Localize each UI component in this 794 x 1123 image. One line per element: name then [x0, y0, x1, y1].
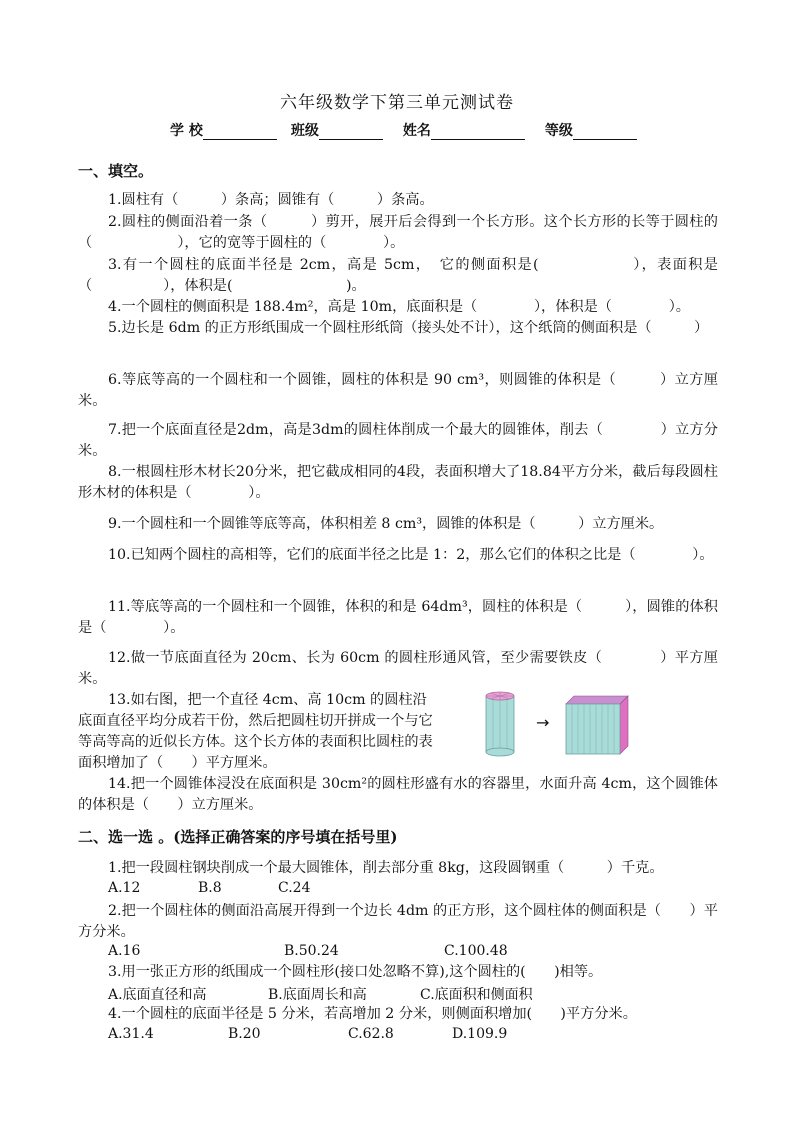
question-1-9: 9.一个圆柱和一个圆锥等底等高，体积相差 8 cm³，圆锥的体积是（ ）立方厘米。: [108, 516, 664, 532]
options-2-2: [108, 943, 508, 959]
question-2-4: 4.一个圆柱的底面半径是 5 分米，若高增加 2 分米，则侧面积增加( )平方分米。: [108, 1006, 637, 1022]
question-1-12: 12.做一节底面直径为 20cm、长为 60cm 的圆柱形通风管，至少需要铁皮（ ）平方厘米。: [78, 650, 718, 687]
class-label: 班级: [290, 123, 319, 139]
question-1-5: 5.边长是 6dm 的正方形纸围成一个圆柱形纸筒（接头处不计），这个纸筒的侧面积是（ ）: [108, 320, 709, 336]
question-1-13-line-4: 面积增加了（ ）平方厘米。: [78, 755, 277, 771]
question-1-4: 4.一个圆柱的侧面积是 188.4m²，高是 10m，底面积是（ ），体积是（ ）。: [108, 299, 690, 315]
option-c[interactable]: C.62.8: [348, 1026, 394, 1042]
question-1-11: 11.等底等高的一个圆柱和一个圆锥，体积的和是 64dm³，圆柱的体积是（ ），圆锥的体积是（ ）。: [78, 599, 718, 636]
option-a[interactable]: A.16: [108, 943, 141, 959]
option-c[interactable]: C.底面积和侧面积: [420, 987, 533, 1003]
option-c[interactable]: C.24: [278, 880, 311, 896]
question-1-3: 3.有一个圆柱的底面半径是 2cm，高是 5cm， 它的侧面积是( ），表面积是（ ），体积是( )。: [78, 257, 718, 294]
option-a[interactable]: A.底面直径和高: [108, 987, 207, 1003]
cylinder-icon: [486, 692, 514, 756]
option-d[interactable]: D.109.9: [452, 1026, 508, 1042]
option-b[interactable]: B.底面周长和高: [268, 987, 367, 1003]
arrow-icon: →: [536, 713, 550, 732]
question-1-8: 8.一根圆柱形木材长20分米，把它截成相同的4段，表面积增大了18.84平方分米，截后每段圆柱形木材的体积是（ ）。: [78, 464, 718, 501]
school-label: 学 校: [170, 123, 203, 139]
question-2-2: 2.把一个圆柱体的侧面沿高展开得到一个边长 4dm 的正方形，这个圆柱体的侧面积是（ ）平方分米。: [78, 903, 718, 940]
name-blank[interactable]: [431, 125, 525, 140]
option-a[interactable]: A.12: [108, 880, 141, 896]
question-1-2: 2.圆柱的侧面沿着一条（ ）剪开，展开后会得到一个长方形。这个长方形的长等于圆柱的（ ），它的宽等于圆柱的（ ）。: [78, 214, 718, 251]
question-1-10: 10.已知两个圆柱的高相等，它们的底面半径之比是 1：2，那么它们的体积之比是（ ）。: [108, 547, 714, 563]
name-label: 姓名: [402, 123, 431, 139]
grade-blank[interactable]: [573, 125, 637, 140]
option-a[interactable]: A.31.4: [108, 1026, 154, 1042]
question-1-6: 6.等底等高的一个圆柱和一个圆锥，圆柱的体积是 90 cm³，则圆锥的体积是（ ）立方厘米。: [78, 372, 718, 409]
page-title: 六年级数学下第三单元测试卷: [280, 93, 514, 113]
question-1-13-line-1: 13.如右图，把一个直径 4cm、高 10cm 的圆柱沿: [108, 692, 427, 708]
question-1-14: 14.把一个圆锥体浸没在底面积是 30cm²的圆柱形盛有水的容器里，水面升高 4cm，这个圆锥体的体积是（ ）立方厘米。: [78, 776, 718, 813]
question-1-13-line-3: 等高等高的近似长方体。这个长方体的表面积比圆柱的表: [78, 734, 433, 750]
grade-label: 等级: [544, 123, 573, 139]
student-info-row: [170, 120, 637, 140]
option-b[interactable]: B.20: [228, 1026, 261, 1042]
question-2-3: 3.用一张正方形的纸围成一个圆柱形(接口处忽略不算),这个圆柱的( )相等。: [108, 964, 603, 980]
question-1-13-line-2: 底面直径平均分成若干份，然后把圆柱切开拼成一个与它: [78, 713, 433, 729]
options-2-3: [108, 984, 533, 1004]
question-1-7: 7.把一个底面直径是2dm，高是3dm的圆柱体削成一个最大的圆锥体，削去（ ）立方分米。: [78, 422, 718, 459]
class-blank[interactable]: [319, 125, 383, 140]
options-2-4: [108, 1026, 507, 1042]
question-1-1: 1.圆柱有（ ）条高；圆锥有（ ）条高。: [108, 192, 434, 208]
section-1-heading: 一、填空。: [78, 162, 154, 180]
cuboid-icon: [566, 696, 628, 754]
option-b[interactable]: B.8: [198, 880, 222, 896]
options-2-1: [108, 880, 310, 896]
question-2-1: 1.把一段圆柱钢块削成一个最大圆锥体，削去部分重 8kg，这段圆钢重（ ）千克。: [108, 860, 664, 876]
option-c[interactable]: C.100.48: [444, 943, 508, 959]
cylinder-to-cuboid-figure: [484, 690, 634, 760]
school-blank[interactable]: [203, 125, 277, 140]
section-2-heading: 二、选一选 。(选择正确答案的序号填在括号里): [78, 828, 398, 846]
option-b[interactable]: B.50.24: [284, 943, 339, 959]
